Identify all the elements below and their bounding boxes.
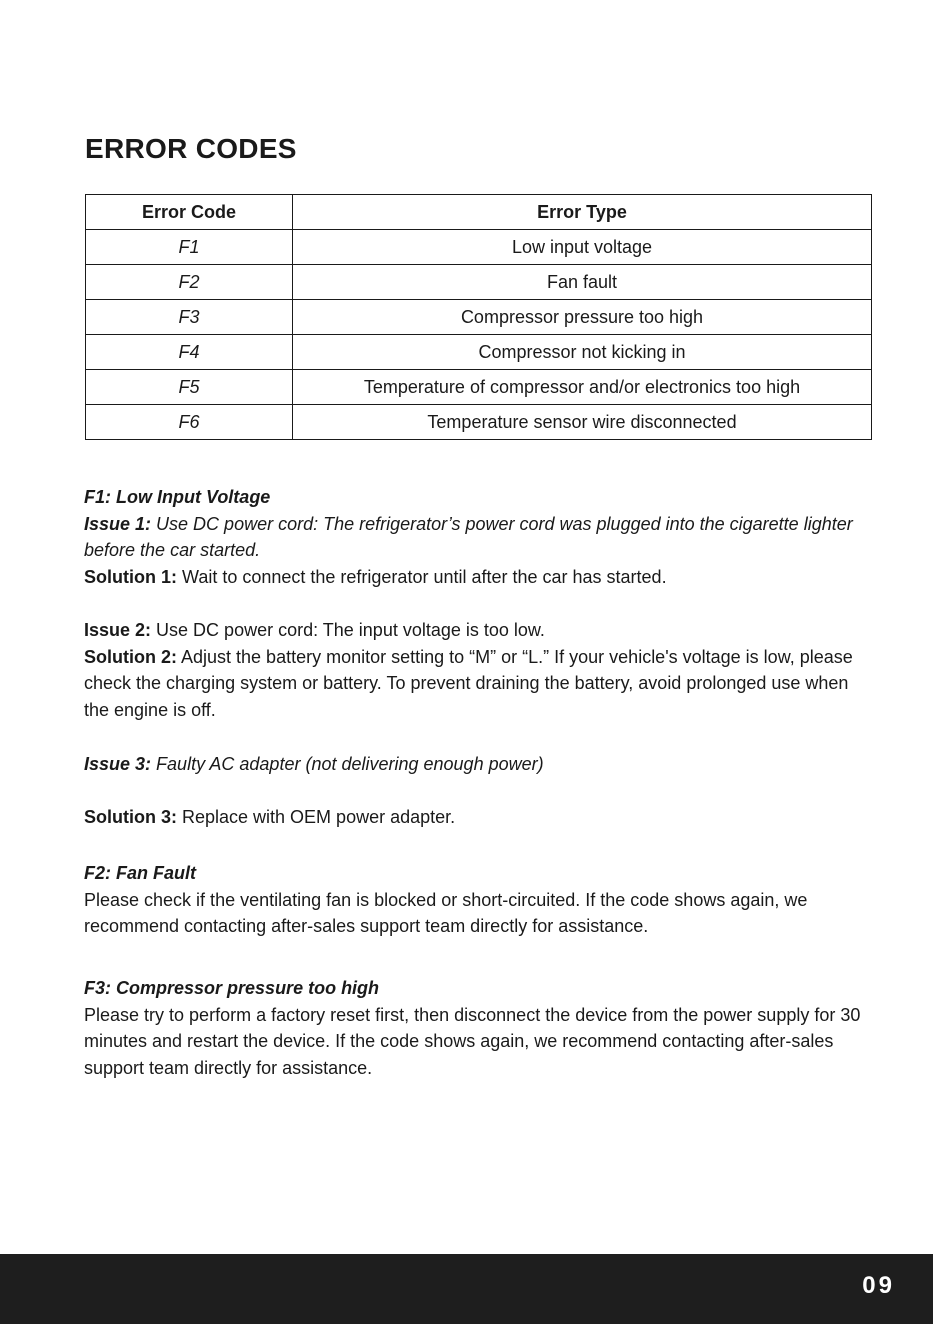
f2-text: Please check if the ventilating fan is blocked or short-circuited. If the code shows again, we recommend contacting after-sales support team directly for assistance. [84,889,808,937]
table-row [86,300,872,335]
table-row [86,405,872,440]
error-type-cell: Compressor pressure too high [293,300,872,335]
table-row [86,230,872,265]
solution-3-label: Solution 3: [84,807,177,827]
issue-3 [84,751,874,778]
error-code-cell: F4 [86,335,293,370]
solution-2 [84,644,874,724]
error-codes-table [85,194,872,440]
f1-heading: F1: Low Input Voltage [84,487,271,507]
error-code-cell: F6 [86,405,293,440]
header-error-code: Error Code [86,195,293,230]
issue-1-label: Issue 1: [84,513,152,534]
issue-2 [84,617,874,644]
f1-solution-3-block [84,804,874,831]
issue-3-text: Faulty AC adapter (not delivering enough power) [151,754,544,774]
f3-heading: F3: Compressor pressure too high [84,978,380,998]
issue-3-label: Issue 3: [84,754,152,774]
error-code-cell: F1 [86,230,293,265]
header-error-type: Error Type [293,195,872,230]
f1-issue-2-block [84,617,874,724]
f1-section [84,484,874,591]
f1-issue-3-block [84,751,874,778]
error-code-cell: F5 [86,370,293,405]
solution-1-text: Wait to connect the refrigerator until after the car has started. [177,567,667,588]
f2-heading: F2: Fan Fault [84,863,196,883]
solution-1 [84,564,874,591]
page-title: ERROR CODES [85,133,297,164]
issue-1-text: Use DC power cord: The refrigerator’s power cord was plugged into the cigarette lighter before the car started. [84,513,853,561]
issue-2-label: Issue 2: [84,620,152,640]
error-code-cell: F3 [86,300,293,335]
error-type-cell: Temperature of compressor and/or electronics too high [293,370,872,405]
solution-3 [84,804,874,831]
issue-1 [84,511,874,564]
f2-section [84,860,874,940]
solution-2-label: Solution 2: [84,646,177,667]
solution-3-text: Replace with OEM power adapter. [177,807,456,827]
table-row [86,370,872,405]
error-type-cell: Compressor not kicking in [293,335,872,370]
solution-2-text: Adjust the battery monitor setting to “M” or “L.” If your vehicle's voltage is low, please check the charging system or battery. To prevent draining the battery, avoid prolonged use when the engine is off. [84,646,853,721]
table-row [86,265,872,300]
page-number: 09 [862,1272,895,1299]
issue-2-text: Use DC power cord: The input voltage is too low. [151,620,545,640]
error-type-cell: Temperature sensor wire disconnected [293,405,872,440]
table-row [86,335,872,370]
footer-bar [0,1254,933,1324]
error-type-cell: Low input voltage [293,230,872,265]
solution-1-label: Solution 1: [84,567,177,588]
table-header-row [86,195,872,230]
f3-text: Please try to perform a factory reset first, then disconnect the device from the power supply for 30 minutes and restart the device. If the code shows again, we recommend contacting after-sales support team directly for assistance. [84,1004,861,1079]
error-code-cell: F2 [86,265,293,300]
f3-section [84,975,874,1082]
error-type-cell: Fan fault [293,265,872,300]
